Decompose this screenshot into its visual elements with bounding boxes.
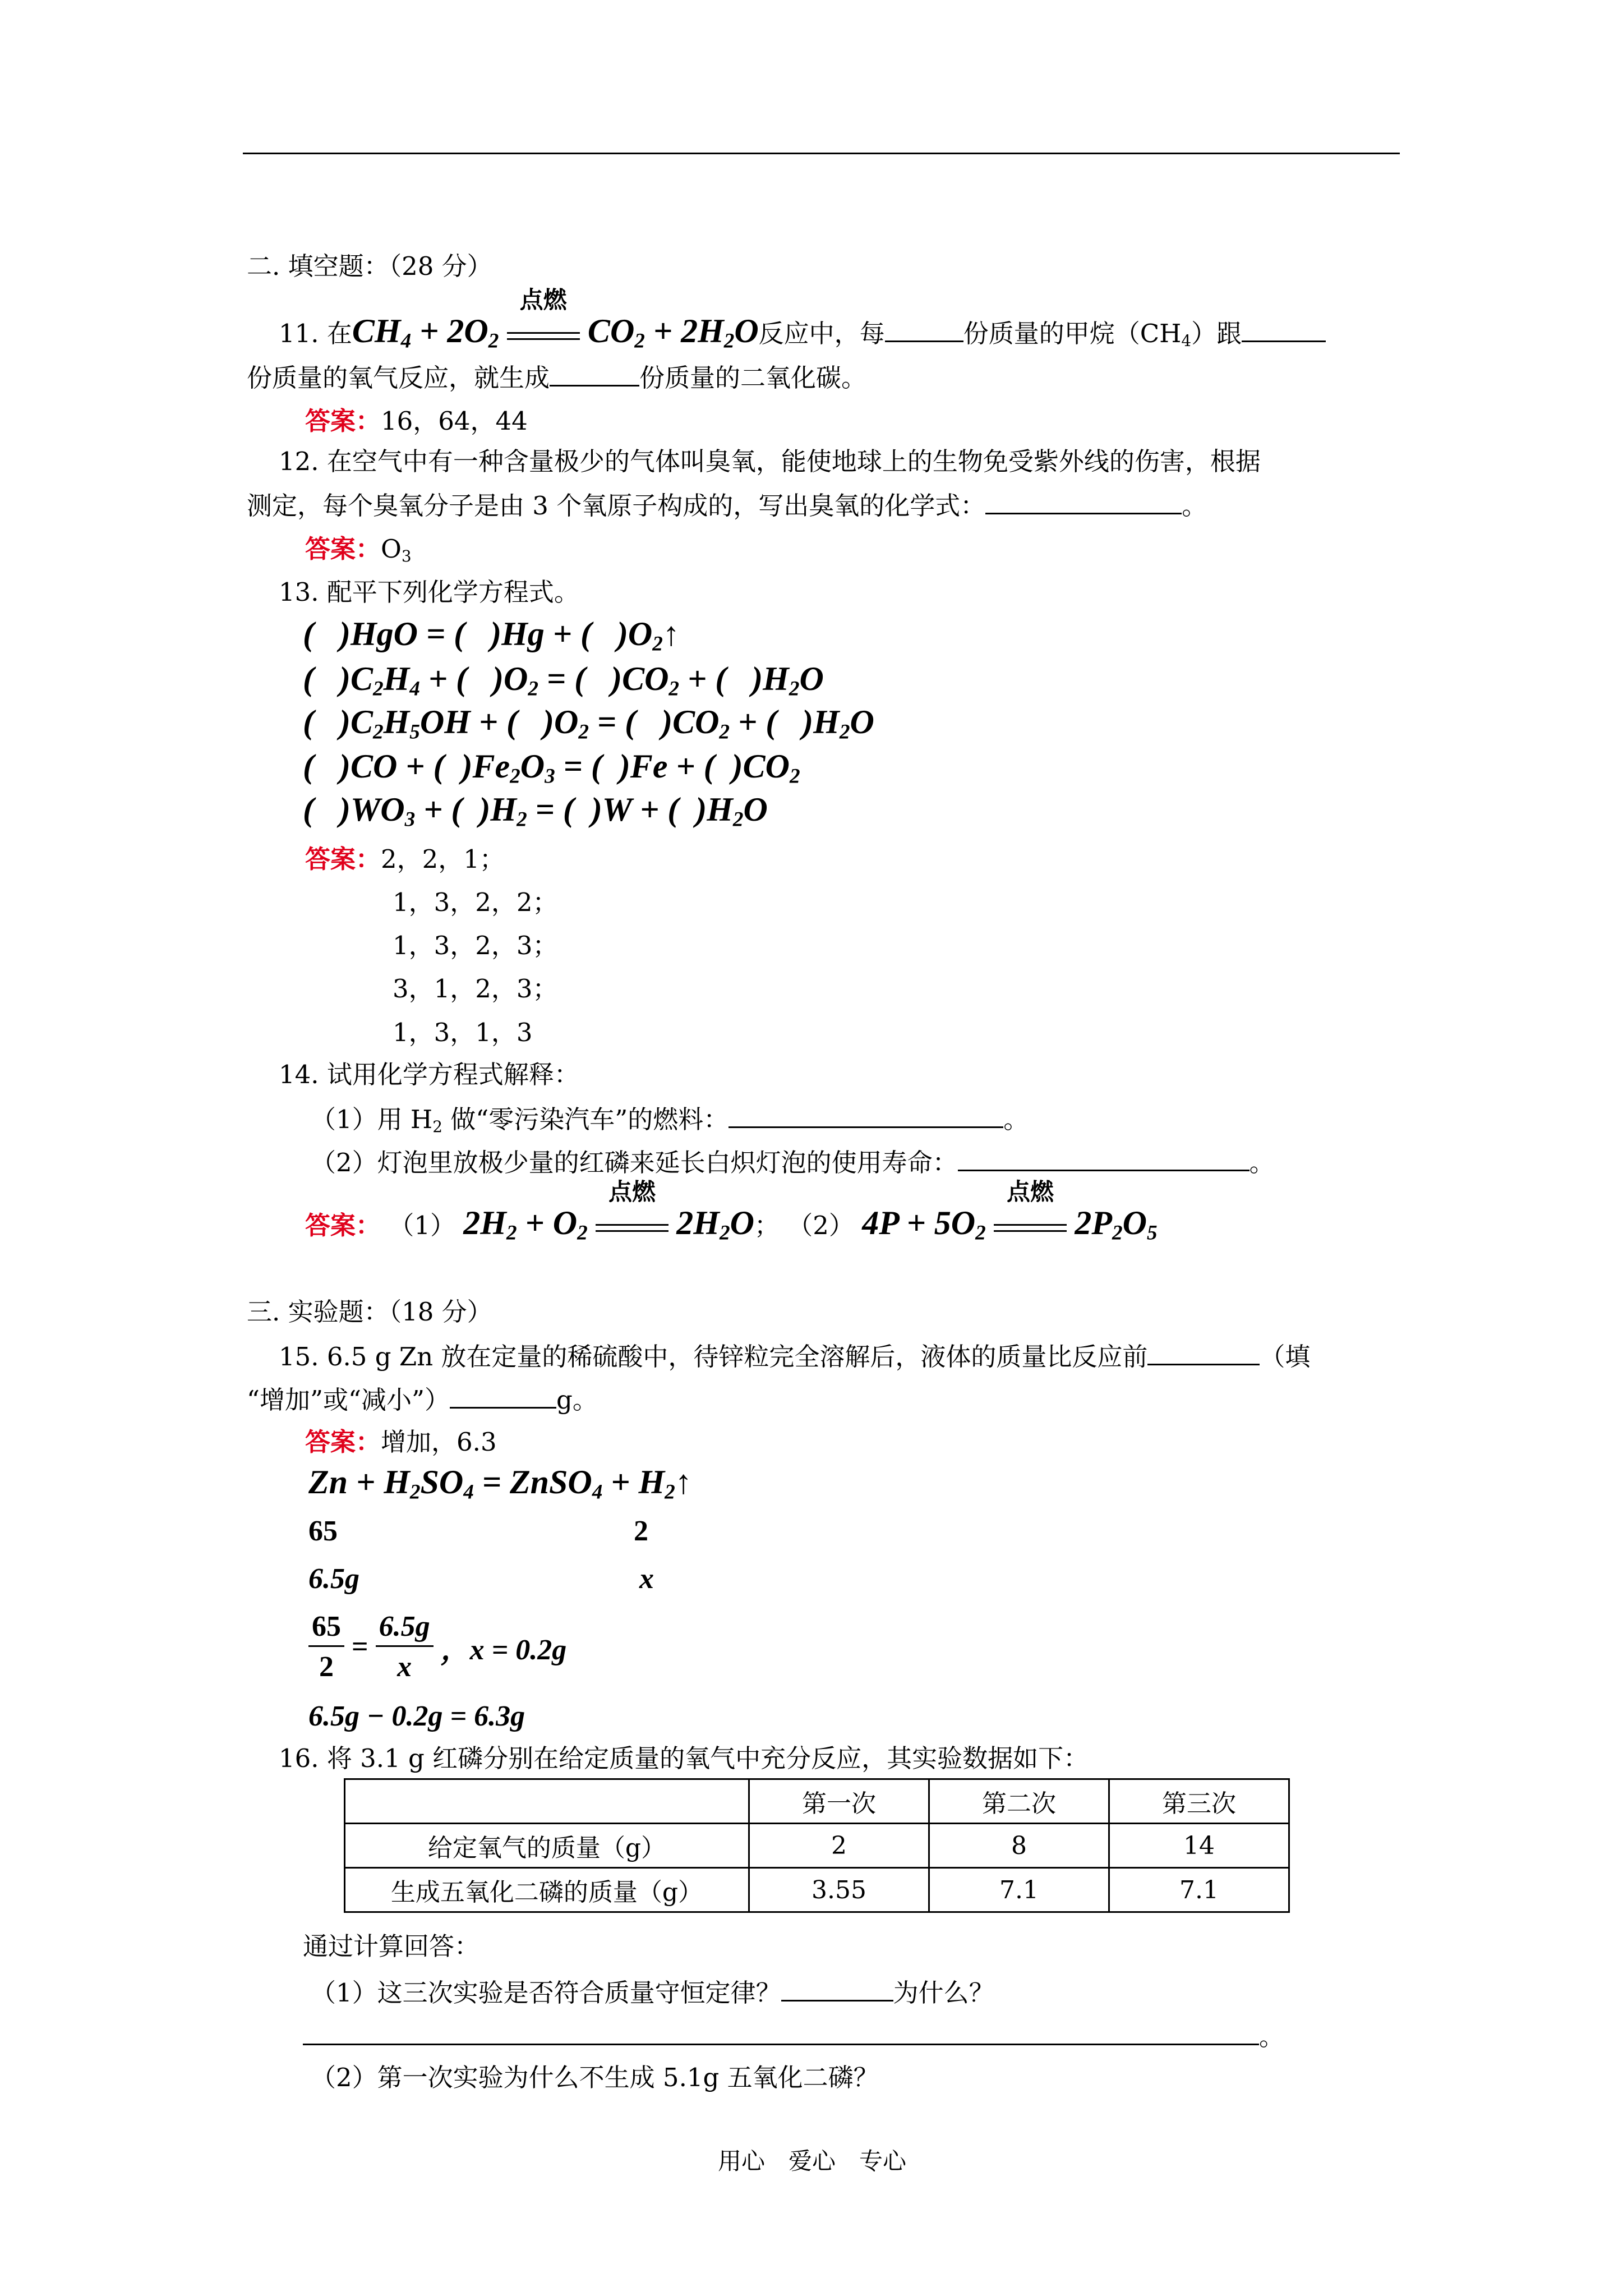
q13-eq-2: ( )$C_2H_4$ + ( )$O_2$ = ( )$CO_2$ + ( )$H_2O$: [303, 660, 824, 701]
q14-part2: （2）灯泡里放极少量的红磷来延长白炽灯泡的使用寿命： 。: [311, 1148, 1275, 1177]
q13-answer-4: 3，1，2，3；: [393, 974, 558, 1004]
table-cell: [345, 1779, 749, 1824]
q11-answer: 答案：16，64，44: [305, 406, 528, 436]
section-3-title: 三. 实验题：（18 分）: [247, 1297, 492, 1327]
q13-answer-3: 1，3，2，3；: [393, 931, 558, 960]
q15-work-given-2: x: [639, 1563, 654, 1595]
q16-blank-1[interactable]: [781, 1978, 893, 2001]
q13-eq-3: ( )$C_2H_5OH$ + ( )$O_2$ = ( )$CO_2$ + ( )$H_2O$: [303, 703, 874, 744]
q13-title: 13. 配平下列化学方程式。: [279, 577, 579, 607]
q13-eq-4: ( )CO + ( )$Fe_2O_3$ = ( )Fe + ( )$CO_2$: [303, 748, 800, 788]
q14-blank-2[interactable]: [958, 1148, 1249, 1171]
ignition-condition: 点燃: [507, 321, 580, 346]
q11-blank-3[interactable]: [550, 364, 639, 386]
q15-answer: 答案：增加，6.3: [305, 1427, 497, 1457]
q14-answer: 答案： （1） $2H_2 + O_2$ 点燃 $2H_2O$； （2） $4P + 5O_2$ 点燃 $2P_2O_5$: [305, 1178, 1158, 1245]
q11-line1: 11. 在$CH_4 + 2O_2$ 点燃 $CO_2 + 2H_2O$反应中，每 份质量的甲烷$(CH_4)$跟: [279, 314, 1326, 352]
q15-work-equation: $Zn + H_2SO_4$ = ZnSO$_4$ + $H_2↑$: [308, 1464, 692, 1504]
table-cell: 第三次: [1109, 1779, 1289, 1824]
q12-line1: 12. 在空气中有一种含量极少的气体叫臭氧，能使地球上的生物免受紫外线的伤害，根据: [279, 447, 1261, 476]
q13-eq-5: ( )$WO_3$ + ( )$H_2$ = ( )W + ( )$H_2O$: [303, 791, 768, 831]
section-2-title: 二. 填空题：（28 分）: [247, 251, 492, 281]
page-footer: 用心 爱心 专心: [718, 2147, 907, 2175]
table-cell: 第二次: [929, 1779, 1109, 1824]
q11-blank-2[interactable]: [1242, 319, 1326, 342]
table-cell: 给定氧气的质量（g）: [345, 1824, 749, 1868]
table-cell: 3.55: [749, 1868, 929, 1912]
q16-prompt: 通过计算回答：: [303, 1931, 480, 1961]
table-cell: 8: [929, 1824, 1109, 1868]
q15-work-mass-1: 65: [308, 1515, 338, 1547]
table-cell: 7.1: [929, 1868, 1109, 1912]
q11-text-b: 份质量的甲烷$(CH_4)$跟: [963, 319, 1242, 350]
q15-blank-2[interactable]: [450, 1386, 556, 1409]
q11-blank-1[interactable]: [885, 319, 963, 342]
q15-work-mass-2: 2: [634, 1515, 648, 1547]
q13-answer-5: 1，3，1，3: [393, 1018, 533, 1047]
q13-answer-2: 1，3，2，2；: [393, 887, 558, 917]
q15-line2: “增加”或“减小”） g。: [247, 1385, 598, 1415]
q16-blank-2[interactable]: [303, 2022, 1259, 2045]
table-cell: 2: [749, 1824, 929, 1868]
table-row: [345, 1868, 1289, 1912]
table-cell: 生成五氧化二磷的质量（g）: [345, 1868, 749, 1912]
table-cell: 第一次: [749, 1779, 929, 1824]
table-row: [345, 1824, 1289, 1868]
q15-work-ratio: $\frac{65}{2}$ = $\frac{6.5g}{x}$ ，x = 0.2g: [308, 1610, 566, 1683]
q11-line2: 份质量的氧气反应，就生成 份质量的二氧化碳。: [247, 363, 867, 393]
q16-data-table: [344, 1778, 1290, 1913]
q14-blank-1[interactable]: [728, 1105, 1003, 1128]
q15-line1: 15. 6.5 g Zn 放在定量的稀硫酸中，待锌粒完全溶解后，液体的质量比反应前 （填: [279, 1342, 1311, 1372]
q16-part2: （2）第一次实验为什么不生成 5.1g 五氧化二磷？: [311, 2063, 879, 2092]
table-cell: 14: [1109, 1824, 1289, 1868]
q15-blank-1[interactable]: [1147, 1342, 1260, 1365]
q12-line2: 测定，每个臭氧分子是由 3 个氧原子构成的，写出臭氧的化学式： 。: [247, 491, 1207, 521]
q13-eq-1: ( )HgO = ( )Hg + ( )$O_2↑$: [303, 615, 680, 656]
q12-blank[interactable]: [985, 491, 1182, 514]
q12-answer: 答案：$O_3$: [305, 534, 412, 565]
q13-answer-label: 答案：2，2，1；: [305, 844, 505, 874]
table-cell: 7.1: [1109, 1868, 1289, 1912]
q16-part1: （1）这三次实验是否符合质量守恒定律？ 为什么？: [311, 1978, 994, 2008]
q15-work-final: 6.5g − 0.2g = 6.3g: [308, 1700, 525, 1732]
table-header-row: [345, 1779, 1289, 1824]
q16-answer-line: 。: [303, 2022, 1284, 2049]
header-rule: [243, 153, 1400, 154]
q15-work-given-1: 6.5g: [308, 1563, 359, 1595]
q14-part1: （1）用 $H_2$ 做“零污染汽车”的燃料： 。: [311, 1105, 1029, 1136]
q16-line1: 16. 将 3.1 g 红磷分别在给定质量的氧气中充分反应，其实验数据如下：: [279, 1743, 1089, 1773]
q14-title: 14. 试用化学方程式解释：: [279, 1060, 579, 1089]
